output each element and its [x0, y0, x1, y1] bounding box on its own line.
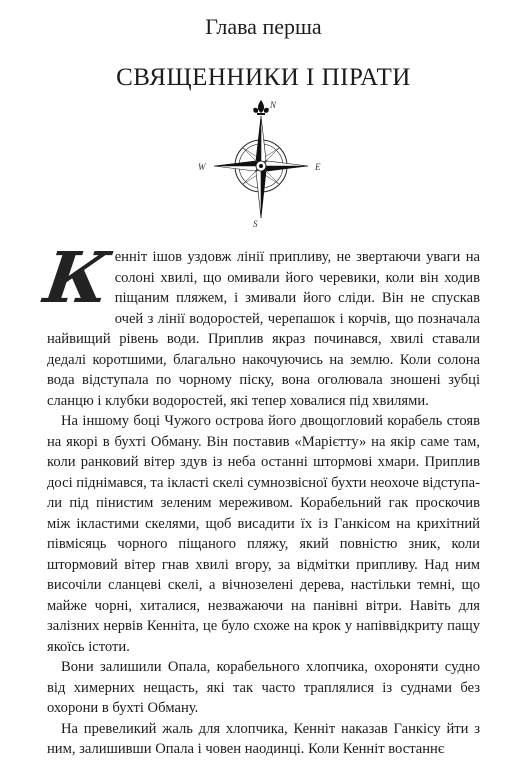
chapter-label: Глава перша	[205, 14, 322, 39]
paragraph-text: енніт ішов уздовж лінії припливу, не звертаючи уваги на солоні хвилі, що омивали його черевики, коли він ходив піщаним пляжем, і змивали його сліди. Він не спускав очей з лінії водоростей, черепашок і корчів, що позначала найвищий рівень води. Приплив якраз починався, хвилі ставали дедалі коротшими, благально накочуючись на землю. Коли солона вода відступала по чорному піску, вона оголювала зношені зубці сланцю і клубки водоростей, які тепер ховалися під хвилями.	[47, 249, 480, 409]
chapter-title: СВЯЩЕННИКИ І ПІРАТИ	[116, 64, 411, 91]
compass-south-label: S	[253, 219, 258, 228]
chapter-body	[39, 236, 480, 760]
paragraph: На превеликий жаль для хлопчика, Кенніт наказав Ганкісу йти з ним, залишивши Опала і човен наодинці. Коли Кенніт востаннє	[47, 720, 480, 757]
paragraph: На іншому боці Чужого острова його двощогловий корабель стояв на якорі в бухті Обману. Він поставив «Марієтту» на якір саме там, коли ранковий вітер здув із неба останні штормові хмари. Приплив досі піднімався, та ікласті скелі сумнозвісної бухти неохоче відступали під пінистим зеленим мереживом. Корабельний гак проскочив між ікластими скелями, щоб висадити їх із Ганкісом на крихітний півмісяць чорного піщаного пляжу, який повністю зник, коли штормовий вітер гнав хвилі вгору, за відмітки припливу. Над ним височіли сланцеві скелі, а вічнозелені дерева, настільки темні, що майже чорні, хиталися, незважаючи на панівні вітри. Навіть для залізних нервів Кенніта, це було схоже на крок у напіввідкриту пащу якоїсь істоти.	[47, 413, 480, 655]
compass-west-label: W	[198, 162, 206, 172]
drop-cap: К	[39, 236, 115, 319]
compass-rose-icon	[196, 96, 326, 228]
compass-east-label: E	[315, 162, 321, 172]
paragraph: Вони залишили Опала, корабельного хлопчика, охороняти судно від химерних нещасть, які так часто траплялися із суднами без охорони в бухті Обману.	[47, 659, 480, 716]
paragraph	[39, 236, 480, 411]
compass-north-label: N	[270, 100, 277, 110]
